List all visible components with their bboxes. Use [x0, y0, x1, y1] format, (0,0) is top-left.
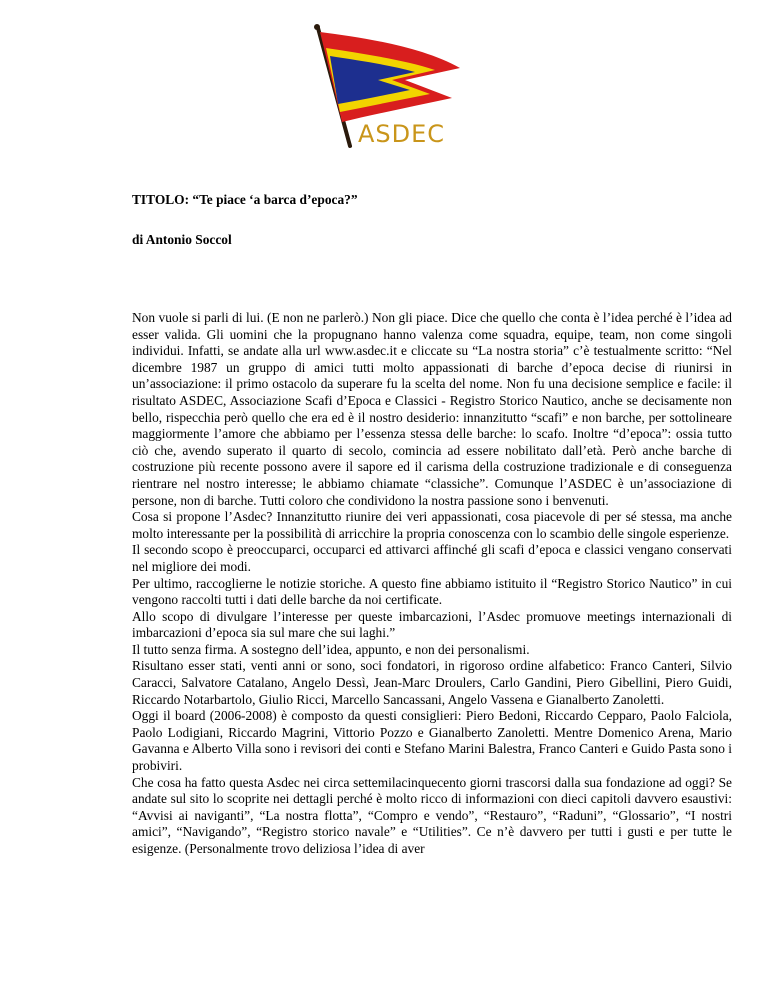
flag-pole-top [314, 24, 320, 30]
article-title: TITOLO: “Te piace ‘a barca d’epoca?” [132, 192, 358, 207]
asdec-logo [270, 18, 500, 163]
paragraph: Allo scopo di divulgare l’interesse per queste imbarcazioni, l’Asdec promuove meetings internazionali di imbarcazioni d’epoca sia sul mare che sui laghi.” [132, 608, 732, 641]
paragraph: Che cosa ha fatto questa Asdec nei circa settemilacinquecento giorni trascorsi dalla sua fondazione ad oggi? Se andate sul sito lo scoprite nei dettagli perché è molto ricco di informazioni con dieci capitoli davvero esaustivi: “Avvisi ai naviganti”, “La nostra flotta”, “Compro e vendo”, “Restauro”, “Raduni”, “Glossario”, “I nostri amici”, “Navigando”, “Registro storico navale” e “Utilities”. Ce n’è davvero per tutti i gusti e per tutte le esigenze. (Personalmente trovo deliziosa l’idea di aver [132, 774, 732, 856]
article-byline: di Antonio Soccol [132, 232, 232, 247]
paragraph: Il secondo scopo è preoccuparci, occuparci ed attivarci affinché gli scafi d’epoca e classici vengano conservati nel migliore dei modi. [132, 542, 732, 574]
paragraph: Cosa si propone l’Asdec? Innanzitutto riunire dei veri appassionati, cosa piacevole di per sé stessa, ma anche molto interessante per la possibilità di arricchire la propria conoscenza con lo scambio delle singole esperienze. [132, 509, 732, 541]
paragraph: Non vuole si parli di lui. (E non ne parlerò.) Non gli piace. Dice che quello che conta è l’idea perché è l’idea ad esser valida. Gli uomini che la propugnano hanno valenza come squadra, equipe, team, non come singoli individui. Infatti, se andate alla url www.asdec.it e cliccate su “La nostra storia” c’è testualmente scritto: “Nel dicembre 1987 un gruppo di amici tutti molto appassionati di barche d’epoca decise di riunirsi in un’associazione: il primo ostacolo da superare fu la scelta del nome. Non fu una decisione semplice e facile: il risultato ASDEC, Associazione Scafi d’Epoca e Classici - Registro Storico Nautico, anche se decisamente non bello, rispecchia però quello che era ed è il nostro desiderio: innanzitutto “scafi” e non barche, per sottolineare maggiormente l’amore che abbiamo per l’essenza stessa delle barche: lo scafo. Inoltre “d’epoca”: ossia tutto ciò che, avendo superato il quarto di secolo, comincia ad essere nobilitato dall’età. Però anche barche di costruzione più recente possono avere il sapore ed il carisma della costruzione tradizionale e di conseguenza rientrare nel nostro interesse; le abbiamo chiamate “classiche”. Comunque l’ASDEC è un’associazione di persone, non di barche. Tutti coloro che condividono la nostra passione sono i benvenuti. [132, 310, 732, 508]
logo-text: ASDEC [358, 120, 446, 148]
paragraph: Per ultimo, raccoglierne le notizie storiche. A questo fine abbiamo istituito il “Registro Storico Nautico” in cui vengono raccolti tutti i dati delle barche da noi certificate. [132, 575, 732, 608]
paragraph: Oggi il board (2006-2008) è composto da questi consiglieri: Piero Bedoni, Riccardo Cepparo, Paolo Falciola, Paolo Lodigiani, Riccardo Magrini, Vittorio Pozzo e Gianalberto Zanoletti. Mentre Domenico Arena, Mario Gavanna e Alberto Villa sono i revisori dei conti e Stefano Marini Balestra, Franco Canteri e Guido Pasta sono i probiviri. [132, 708, 732, 774]
paragraph: Il tutto senza firma. A sostegno dell’idea, appunto, e non dei personalismi. [132, 641, 530, 657]
paragraph: Risultano esser stati, venti anni or sono, soci fondatori, in rigoroso ordine alfabetico: Franco Canteri, Silvio Caracci, Salvatore Catalano, Angelo Dessì, Jean-Marc Droulers, Carlo Gandini, Piero Gibellini, Piero Guidi, Riccardo Notarbartolo, Giulio Ricci, Marcello Sancassani, Angelo Vassena e Gianalberto Zanoletti. [132, 658, 732, 707]
article-body [132, 310, 732, 858]
